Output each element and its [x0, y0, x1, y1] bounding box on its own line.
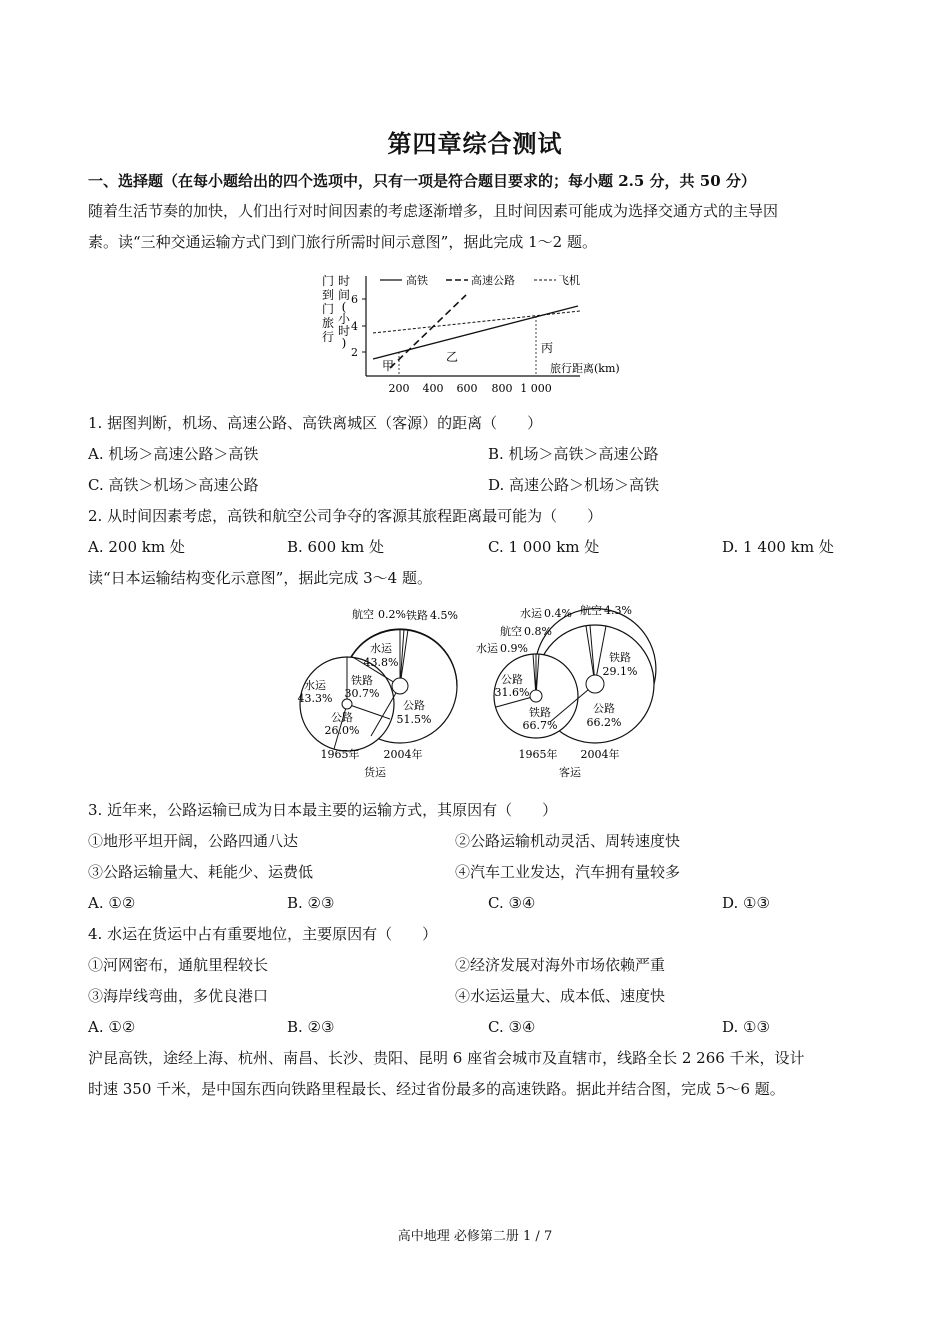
- x-tick-label: 600: [456, 382, 478, 395]
- y-tick-label: 6: [351, 293, 358, 306]
- x-axis-label: 旅行距离(km): [550, 362, 620, 375]
- y-label-char: 门: [321, 274, 335, 288]
- passenger-2004-value: 66.2%: [586, 716, 622, 729]
- q3-option-a[interactable]: A. ①②: [88, 894, 136, 912]
- passenger-caption: 客运: [559, 766, 581, 779]
- q1-option-b[interactable]: B. 机场＞高铁＞高速公路: [488, 445, 659, 463]
- q3-option-c[interactable]: C. ③④: [488, 894, 536, 912]
- intro-paragraph-3: 沪昆高铁，途经上海、杭州、南昌、长沙、贵阳、昆明 6 座省会城市及直辖市，线路全长 2 266 千米，设计: [88, 1049, 805, 1067]
- intro-paragraph-2: 读“日本运输结构变化示意图”，据此完成 3～4 题。: [88, 569, 432, 587]
- q2-option-a[interactable]: A. 200 km 处: [88, 538, 185, 556]
- freight-2004-value: 43.8%: [363, 656, 399, 669]
- question-4: 4. 水运在货运中占有重要地位，主要原因有（ ）: [88, 925, 438, 943]
- passenger-2004-year: 2004年: [580, 748, 620, 761]
- q2-option-b[interactable]: B. 600 km 处: [287, 538, 385, 556]
- passenger-2004-value: 29.1%: [602, 665, 638, 678]
- passenger-1965-label: 航空: [500, 625, 522, 638]
- air-line: [373, 311, 580, 333]
- freight-2004-value: 0.2%: [378, 608, 406, 621]
- x-tick-label: 400: [422, 382, 444, 395]
- region-label: 甲: [381, 359, 395, 373]
- x-tick-label: 800: [491, 382, 513, 395]
- q4-item-1: ①河网密布，通航里程较长: [88, 956, 269, 974]
- passenger-1965-value: 0.9%: [500, 642, 528, 655]
- y-label-char: 间: [337, 288, 351, 302]
- passenger-1965-value: 31.6%: [494, 686, 530, 699]
- freight-1965-value: 26.0%: [324, 724, 360, 737]
- section-heading: 一、选择题（在每小题给出的四个选项中，只有一项是符合题目要求的；每小题 2.5 分，共 50 分）: [88, 172, 756, 190]
- q4-item-4: ④水运运量大、成本低、速度快: [455, 987, 666, 1005]
- freight-group: [298, 607, 458, 779]
- q1-option-c[interactable]: C. 高铁＞机场＞高速公路: [88, 476, 259, 494]
- freight-1965-year: 1965年: [320, 748, 360, 761]
- region-label: 丙: [540, 341, 554, 355]
- y-label-char: ): [341, 336, 347, 350]
- q3-item-2: ②公路运输机动灵活、周转速度快: [455, 832, 681, 850]
- passenger-2004-label: 航空: [580, 604, 602, 617]
- freight-1965-label: 铁路: [351, 674, 373, 687]
- q4-option-a[interactable]: A. ①②: [88, 1018, 136, 1036]
- legend: [380, 273, 580, 287]
- passenger-1965-value: 66.7%: [522, 719, 558, 732]
- q3-option-d[interactable]: D. ①③: [722, 894, 770, 912]
- y-axis-label: [322, 273, 351, 350]
- intro-paragraph-1: 随着生活节奏的加快，人们出行对时间因素的考虑逐渐增多，且时间因素可能成为选择交通方式的主导因: [88, 202, 779, 220]
- question-3: 3. 近年来，公路运输已成为日本最主要的运输方式，其原因有（ ）: [88, 801, 558, 819]
- intro-paragraph-3-cont: 时速 350 千米，是中国东西向铁路里程最长、经过省份最多的高速铁路。据此并结合图，完成 5～6 题。: [88, 1080, 785, 1098]
- passenger-1965-value: 0.8%: [524, 625, 552, 638]
- passenger-2004-value: 4.3%: [604, 604, 632, 617]
- q2-option-c[interactable]: C. 1 000 km 处: [488, 538, 600, 556]
- freight-2004-label: 航空: [352, 608, 374, 621]
- q3-item-1: ①地形平坦开阔，公路四通八达: [88, 832, 299, 850]
- q4-option-d[interactable]: D. ①③: [722, 1018, 770, 1036]
- passenger-group: [476, 603, 656, 779]
- freight-1965-label: 公路: [331, 711, 353, 724]
- q3-option-b[interactable]: B. ②③: [287, 894, 335, 912]
- page-title: 第四章综合测试: [387, 129, 563, 158]
- freight-2004-value: 4.5%: [430, 609, 458, 622]
- legend-air: 飞机: [558, 274, 580, 287]
- x-tick-label: 200: [388, 382, 410, 395]
- freight-caption: 货运: [364, 766, 386, 779]
- passenger-2004-label: 公路: [593, 702, 615, 715]
- legend-rail: 高铁: [406, 274, 428, 287]
- japan-transport-chart: [290, 598, 670, 784]
- passenger-1965-label: 公路: [501, 673, 523, 686]
- q4-item-3: ③海岸线弯曲，多优良港口: [88, 987, 269, 1005]
- freight-2004-value: 51.5%: [396, 713, 432, 726]
- y-label-char: 小: [337, 312, 351, 326]
- q1-option-d[interactable]: D. 高速公路＞机场＞高铁: [488, 476, 660, 494]
- freight-2004-label: 公路: [403, 699, 425, 712]
- legend-highway: 高速公路: [471, 274, 515, 287]
- y-label-char: 门: [321, 302, 335, 316]
- y-label-char: 行: [321, 330, 335, 344]
- y-tick-label: 2: [351, 346, 358, 359]
- freight-1965-label: 水运: [304, 679, 326, 692]
- q4-option-c[interactable]: C. ③④: [488, 1018, 536, 1036]
- q4-item-2: ②经济发展对海外市场依赖严重: [455, 956, 666, 974]
- freight-1965-value: 43.3%: [297, 692, 333, 705]
- y-tick-label: 4: [351, 320, 358, 333]
- passenger-1965-year: 1965年: [518, 748, 558, 761]
- intro-paragraph-1-cont: 素。读“三种交通运输方式门到门旅行所需时间示意图”，据此完成 1～2 题。: [88, 233, 597, 251]
- y-label-char: 时: [337, 324, 351, 338]
- y-label-char: 时: [337, 274, 351, 288]
- q3-item-4: ④汽车工业发达，汽车拥有量较多: [455, 863, 681, 881]
- freight-1965-value: 30.7%: [344, 687, 380, 700]
- q4-option-b[interactable]: B. ②③: [287, 1018, 335, 1036]
- question-2: 2. 从时间因素考虑，高铁和航空公司争夺的客源其旅程距离最可能为（ ）: [88, 507, 603, 525]
- travel-time-chart: [318, 268, 638, 398]
- q2-option-d[interactable]: D. 1 400 km 处: [722, 538, 834, 556]
- freight-2004-year: 2004年: [383, 748, 423, 761]
- y-label-char: 旅: [321, 316, 335, 330]
- passenger-2004-label: 水运: [520, 607, 542, 620]
- x-tick-label: 1 000: [520, 382, 552, 395]
- question-1: 1. 据图判断，机场、高速公路、高铁离城区（客源）的距离（ ）: [88, 414, 543, 432]
- y-label-char: 到: [321, 288, 335, 302]
- passenger-2004-label: 铁路: [609, 651, 631, 664]
- q1-option-a[interactable]: A. 机场＞高速公路＞高铁: [88, 445, 259, 463]
- region-label: 乙: [445, 350, 459, 364]
- freight-2004-label: 水运: [370, 642, 392, 655]
- passenger-1965-label: 铁路: [529, 706, 551, 719]
- passenger-1965-label: 水运: [476, 642, 498, 655]
- passenger-2004-value: 0.4%: [544, 607, 572, 620]
- page-footer: 高中地理 必修第二册 1 / 7: [397, 1229, 553, 1244]
- freight-2004-label: 铁路: [406, 609, 428, 622]
- y-label-char: (: [341, 300, 347, 314]
- q3-item-3: ③公路运输量大、耗能少、运费低: [88, 863, 314, 881]
